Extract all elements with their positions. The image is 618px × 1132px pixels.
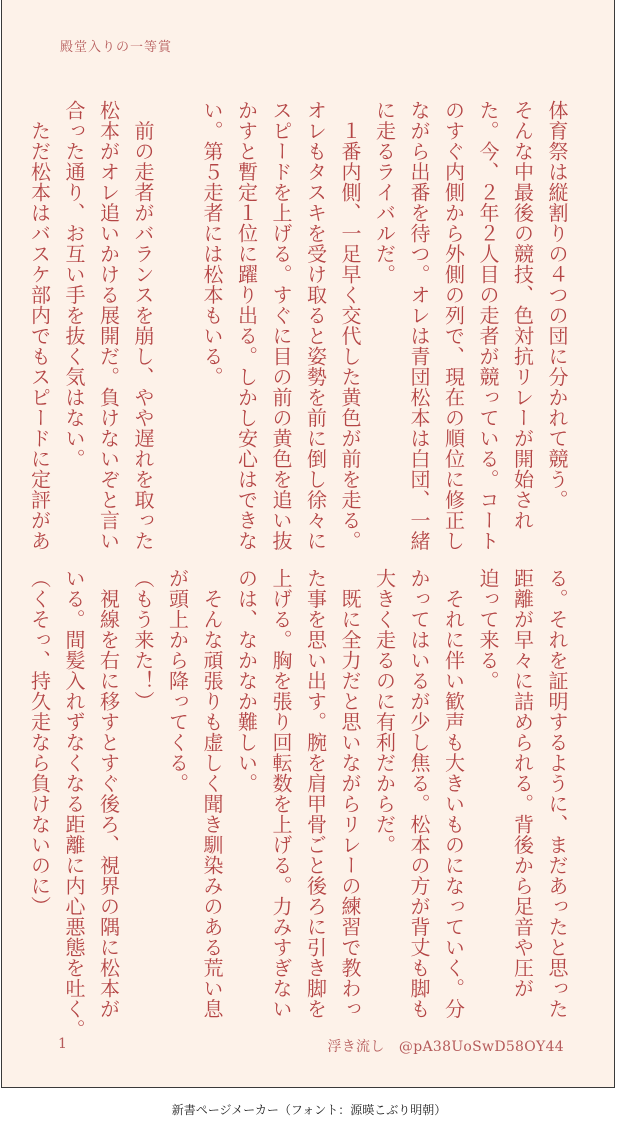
- text-line: る。それを証明するように、まだあったと思った: [545, 568, 569, 1019]
- text-line: そんな中最後の競技、色対抗リレーが開始され: [510, 100, 535, 531]
- text-line: に走るライバルだ。: [372, 100, 397, 285]
- text-line: のすぐ内側から外側の列で、現在の順位に修正し: [441, 100, 466, 551]
- body-text-bottom: [22, 568, 574, 1040]
- text-line: い。第５走者には松本もいる。: [200, 100, 224, 387]
- text-line: が頭上から降ってくる。: [165, 568, 190, 794]
- book-page: [1, 0, 615, 1088]
- text-line: （もう来た！）: [131, 568, 155, 712]
- text-line: スピードを上げる。すぐに目の前の黄色を追い抜: [269, 100, 293, 551]
- text-line: １番内側、一足早く交代した黄色が前を走る。: [338, 100, 362, 551]
- chapter-title: 殿堂入りの一等賞: [60, 40, 173, 55]
- text-line: 上げる。胸を張り回転数を上げる。力みすぎない: [269, 568, 293, 1019]
- text-line: 既に全力だと思いながらリレーの練習で教わっ: [338, 568, 362, 1019]
- text-line: 合った通り、お互い手を抜く気はない。: [62, 100, 86, 469]
- text-line: のは、なかなか難しい。: [234, 568, 259, 794]
- text-line: それに伴い歓声も大きいものになっていく。分: [441, 568, 466, 1019]
- text-line: 迫って来る。: [476, 568, 500, 691]
- author-credit: 浮き流し @pA38UoSwD58OY44: [327, 1039, 564, 1055]
- text-line: た事を思い出す。腕を肩甲骨ごと後ろに引き脚を: [303, 568, 328, 1019]
- text-line: かすと暫定１位に躍り出る。しかし安心はできな: [234, 100, 259, 551]
- text-line: 大きく走るのに有利だからだ。: [372, 568, 397, 855]
- text-line: ながら出番を待つ。オレは青団松本は白団、一緒: [407, 100, 431, 551]
- text-line: そんな頑張りも虚しく聞き馴染みのある荒い息: [200, 568, 224, 1019]
- text-line: ただ松本はバスケ部内でもスピードに定評があ: [27, 100, 52, 551]
- text-line: かってはいるが少し焦る。松本の方が背丈も脚も: [407, 568, 431, 1019]
- text-line: 体育祭は縦割りの４つの団に分かれて競う。: [545, 100, 569, 510]
- text-line: オレもタスキを受け取ると姿勢を前に倒し徐々に: [303, 100, 328, 551]
- generator-credit: 新書ページメーカー（フォント：源暎こぶり明朝）: [171, 1103, 447, 1117]
- text-line: いる。間髪入れずなくなる距離に内心悪態を吐く。: [62, 568, 86, 1040]
- page-number: 1: [58, 1036, 67, 1052]
- text-line: [160, 100, 195, 540]
- text-line: 前の走者がバランスを崩し、やや遅れを取った: [131, 100, 155, 551]
- text-line: 距離が早々に詰められる。背後から足音や圧が: [510, 568, 535, 999]
- text-line: 松本がオレ追いかける展開だ。負けないぞと言い: [96, 100, 121, 551]
- body-text-top: [22, 100, 574, 551]
- text-line: （くそっ、持久走なら負けないのに）: [27, 568, 52, 917]
- text-line: た。今、２年２人目の走者が競っている。コート: [476, 100, 500, 551]
- text-line: 視線を右に移すとすぐ後ろ、視界の隅に松本が: [96, 568, 121, 1019]
